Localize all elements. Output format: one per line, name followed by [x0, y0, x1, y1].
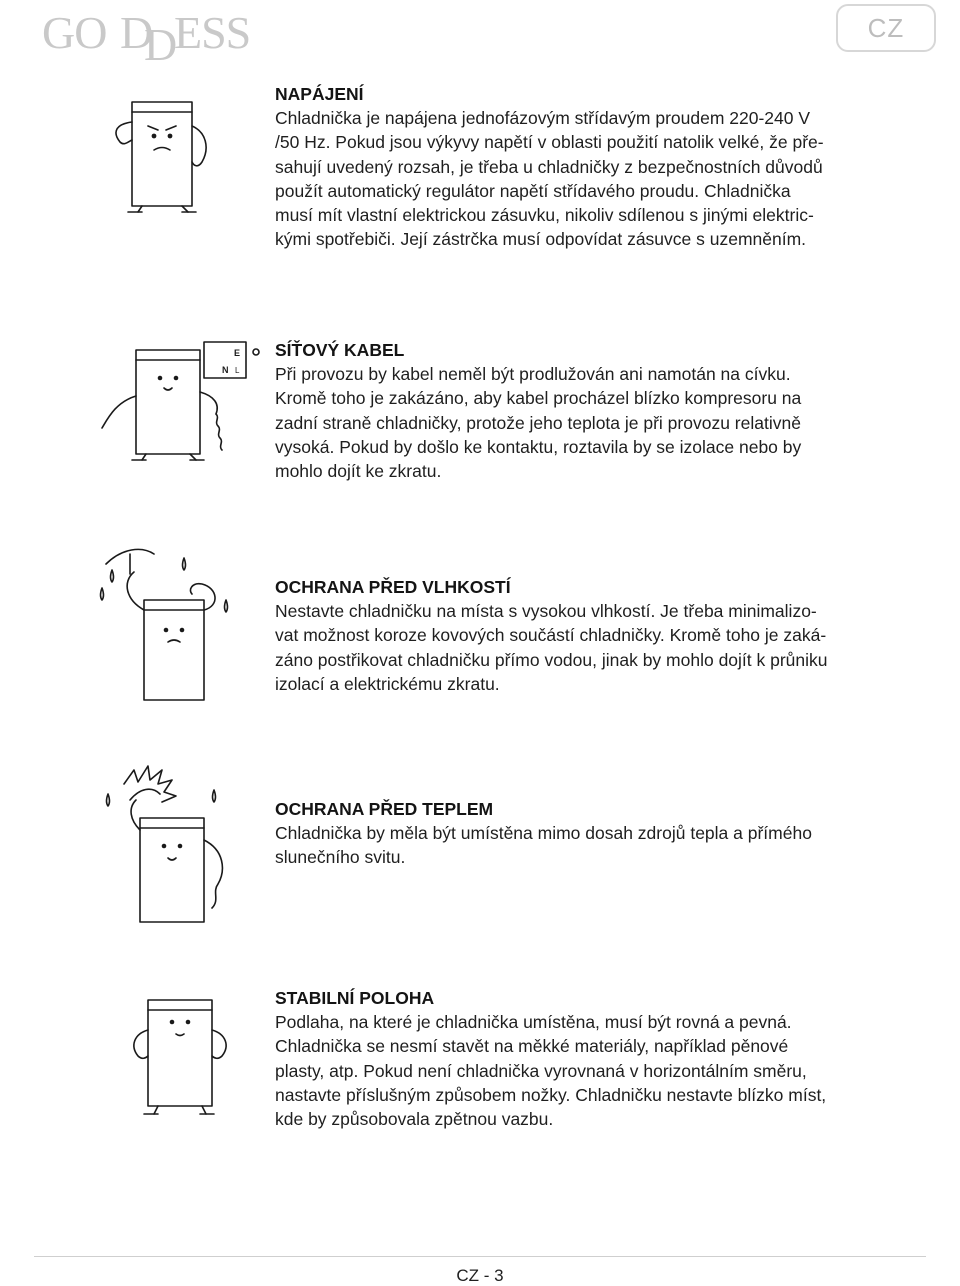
fridge-rain-illustration [92, 540, 242, 710]
section-body: Při provozu by kabel neměl být prodlužován ani namotán na cívku. Kromě toho je zakázáno, aby kabel procházel blízko kompresoru na zadní straně chladničky, protože jeho teplota je při provozu relativně vysoká. Pokud by došlo ke kontaktu, roztavila by se izolace nebo by mohlo dojít ke zkratu. [275, 364, 802, 482]
socket-label-n: N [222, 365, 229, 375]
fridge-angry-illustration [98, 92, 258, 262]
section-heading: OCHRANA PŘED VLHKOSTÍ [275, 577, 511, 597]
section-body: Nestavte chladničku na místa s vysokou vlhkostí. Je třeba minimalizo- vat možnost koroze kovových součástí chladničky. Kromě toho je zaká- záno postřikovat chladničku přímo vodou, jinak by mohlo dojít k průniku izolací a elektrickému zkratu. [275, 601, 828, 694]
fridge-stable-illustration [118, 990, 248, 1160]
socket-label-e: E [234, 348, 241, 358]
section-body: Podlaha, na které je chladnička umístěna, musí být rovná a pevná. Chladnička se nesmí stavět na měkké materiály, například pěnové plasty, atp. Pokud není chladnička vyrovnaná v horizontálním směru, nastavte příslušným způsobem nožky. Chladničku nestavte blízko míst, kde by způsobovala zpětnou vazbu. [275, 1012, 827, 1130]
section-heading: STABILNÍ POLOHA [275, 988, 435, 1008]
section-body: Chladnička je napájena jednofázovým střídavým proudem 220-240 V /50 Hz. Pokud jsou výkyvy napětí v oblasti použití natolik velké, že pře- sahují uvedený rozsah, je třeba u chladničky z bezpečnostních důvodů použít automatický regulátor napětí střídavého proudu. Chladnička musí mít vlastní elektrickou zásuvku, nikoliv sdílenou s jinými elektric- kými spotřebiči. Její zástrčka musí odpovídat zásuvce s uzemněním. [275, 108, 824, 250]
svg-text:D: D [144, 19, 178, 64]
socket-label-l: L [235, 366, 240, 375]
fridge-heat-illustration [100, 760, 250, 930]
footer-divider [34, 1256, 926, 1257]
section-heading: SÍŤOVÝ KABEL [275, 340, 405, 360]
section-body: Chladnička by měla být umístěna mimo dosah zdrojů tepla a přímého slunečního svitu. [275, 823, 812, 868]
svg-text:GO: GO [42, 7, 107, 58]
goddess-logo [40, 4, 280, 64]
section-heading: NAPÁJENÍ [275, 84, 364, 104]
section-heading: OCHRANA PŘED TEPLEM [275, 799, 494, 819]
page-number: CZ - 3 [456, 1266, 504, 1285]
svg-text:D: D [120, 7, 154, 58]
fridge-cable-illustration [92, 336, 272, 506]
language-badge: CZ [836, 4, 936, 52]
svg-text:ESS: ESS [174, 7, 251, 58]
